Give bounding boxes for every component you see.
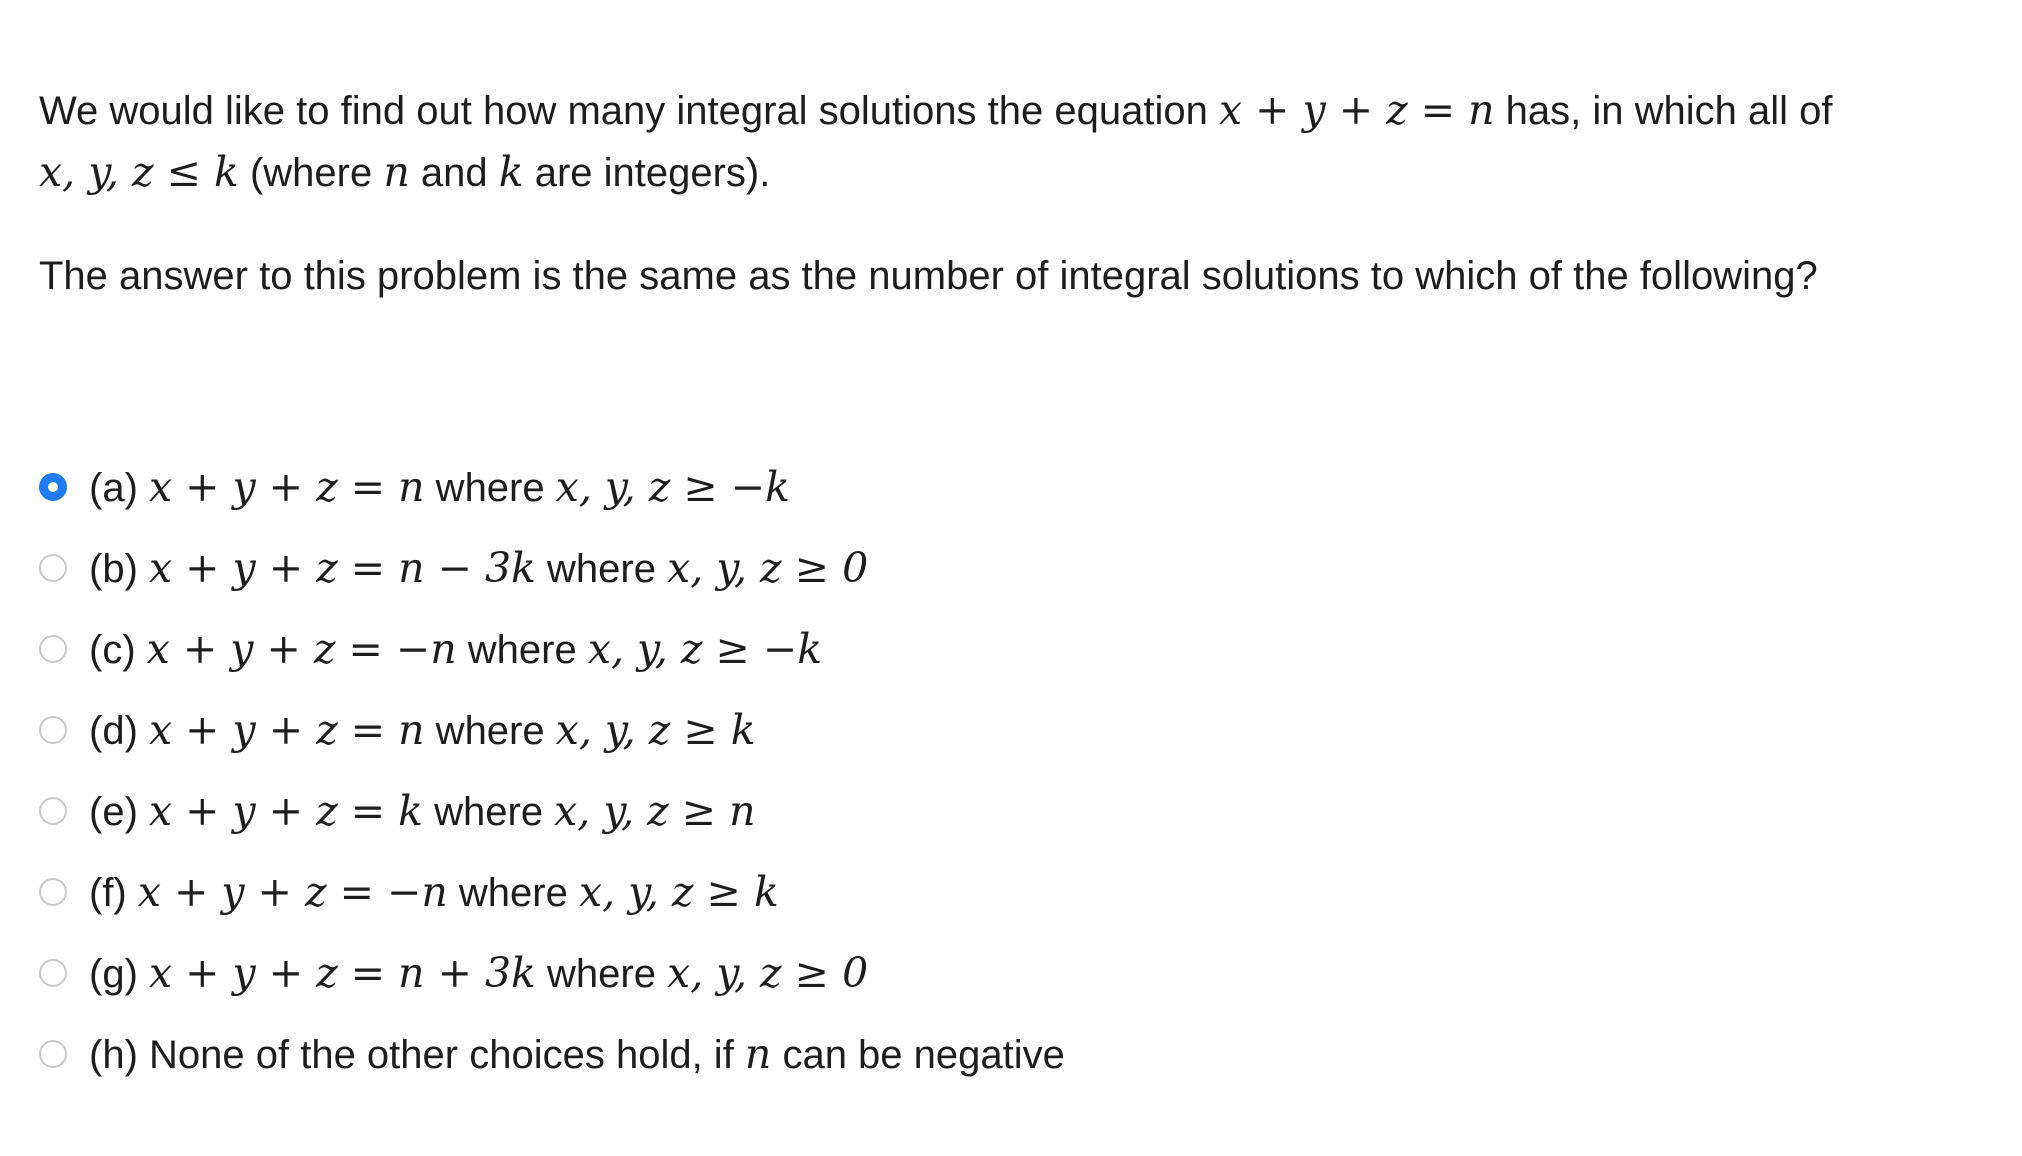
math-equation: x + y + z = n [1218,86,1495,134]
question-text-part: (where [238,151,384,195]
radio-button[interactable] [39,716,67,744]
radio-button[interactable] [39,878,67,906]
option-condition: x, y, z ≥ −k [587,624,823,673]
math-constraint: x, y, z ≤ k [39,148,239,196]
option-condition: x, y, z ≥ 0 [667,948,869,997]
option-a[interactable] [39,456,1979,518]
question-text [39,80,1979,204]
option-connector: where [423,789,555,834]
answer-options [39,456,1979,1085]
option-label [89,942,868,1005]
question-text-part: has, in which all of [1494,89,1833,133]
radio-button[interactable] [39,797,67,825]
math-variable-k: k [498,148,524,196]
option-connector: where [424,708,556,753]
radio-button[interactable] [39,635,67,663]
option-connector: where [456,627,588,672]
option-equation: x + y + z = −n [146,624,457,673]
radio-button[interactable] [39,1040,67,1068]
option-label [89,780,756,843]
question-text-part: and [409,151,499,195]
option-condition: x, y, z ≥ n [554,786,756,835]
option-condition: x, y, z ≥ 0 [667,543,869,592]
option-connector: where [535,546,668,591]
option-label [89,699,756,762]
question-text-part: We would like to find out how many integral solutions the equation [39,89,1219,133]
option-condition: x, y, z ≥ k [555,705,756,754]
radio-button[interactable] [39,554,67,582]
option-d[interactable] [39,699,1979,761]
option-h[interactable] [39,1023,1979,1085]
option-connector: can be negative [771,1032,1065,1077]
option-prefix: (a) [89,465,149,510]
option-c[interactable] [39,618,1979,680]
option-label [89,537,868,600]
radio-button[interactable] [39,959,67,987]
question-text-part: are integers). [523,151,771,195]
option-prefix: (d) [89,708,149,753]
option-connector: where [535,951,668,996]
option-f[interactable] [39,861,1979,923]
option-prefix: (h) None of the other choices hold, if [89,1032,745,1077]
option-label [89,861,779,924]
option-equation: x + y + z = n [149,705,425,754]
option-e[interactable] [39,780,1979,842]
radio-button[interactable] [39,473,67,501]
question-area [39,80,1979,307]
option-b[interactable] [39,537,1979,599]
math-variable-n: n [383,148,410,196]
option-prefix: (c) [89,627,147,672]
option-equation: n [744,1029,772,1078]
option-prefix: (b) [89,546,149,591]
option-connector: where [424,465,556,510]
option-label [89,456,790,519]
option-g[interactable] [39,942,1979,1004]
option-condition: x, y, z ≥ k [578,867,779,916]
option-label [89,618,822,681]
option-connector: where [447,870,579,915]
option-label [89,1023,1065,1086]
question-prompt: The answer to this problem is the same as the number of integral solutions to which of the following? [39,254,1818,298]
option-prefix: (g) [89,951,149,996]
option-prefix: (f) [89,870,138,915]
option-equation: x + y + z = n + 3k [149,948,536,997]
option-equation: x + y + z = −n [137,867,448,916]
option-equation: x + y + z = k [149,786,423,835]
option-prefix: (e) [89,789,149,834]
option-condition: x, y, z ≥ −k [555,462,790,511]
option-equation: x + y + z = n − 3k [149,543,536,592]
option-equation: x + y + z = n [149,462,425,511]
